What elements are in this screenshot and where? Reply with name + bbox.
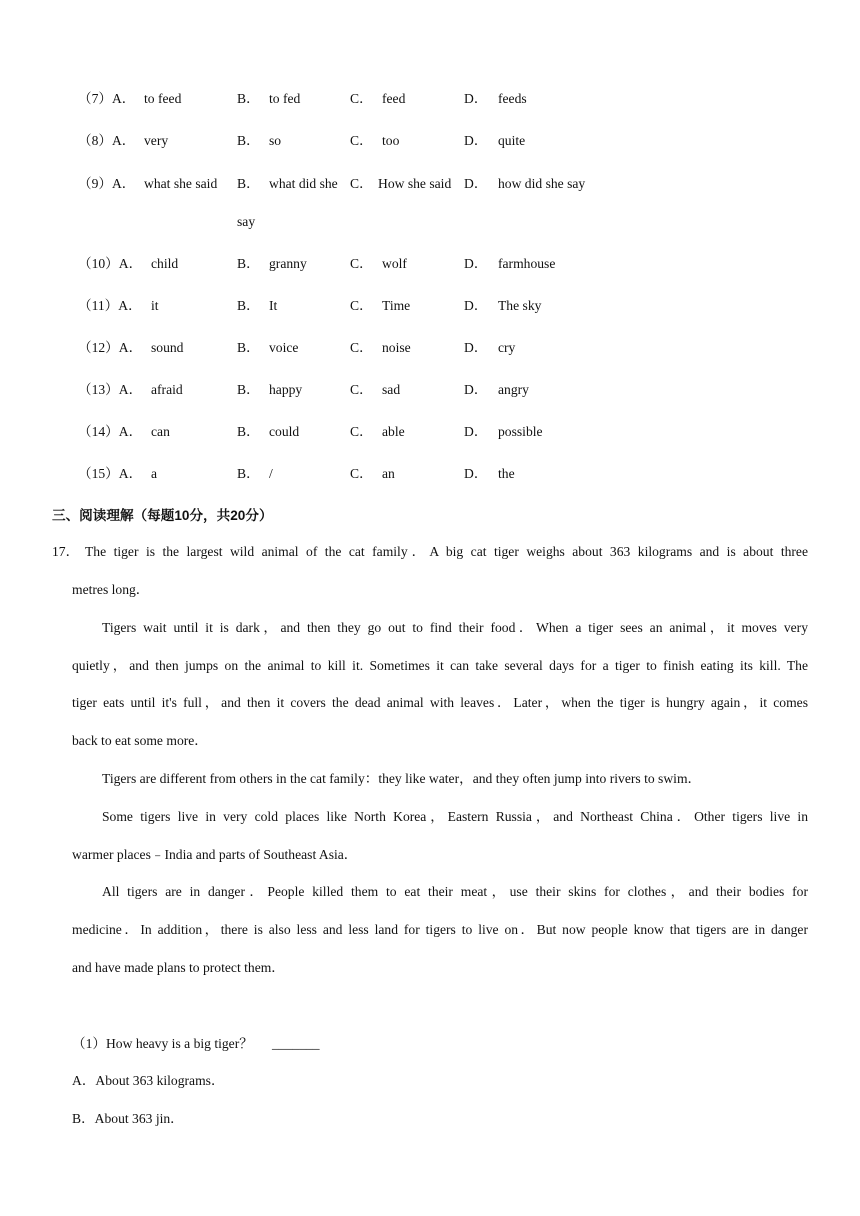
option-b[interactable]: to fed xyxy=(269,91,301,106)
option-row xyxy=(0,379,860,401)
option-c[interactable]: feed xyxy=(382,91,406,106)
option-a[interactable]: can xyxy=(151,424,170,439)
option-b[interactable]: what did she xyxy=(269,176,338,191)
option-c-label: C． xyxy=(350,466,373,481)
passage-line: warmer places﹣India and parts of Southeast Asia． xyxy=(72,847,358,862)
option-a[interactable]: what she said xyxy=(144,176,218,191)
section-header: 三、阅读理解（每题10分，共20分） xyxy=(52,508,273,523)
option-b-label: B． xyxy=(237,133,260,148)
option-row xyxy=(0,421,860,443)
option-c-label: C． xyxy=(350,91,373,106)
passage-line: metres long． xyxy=(72,582,150,597)
option-b[interactable]: happy xyxy=(269,382,303,397)
option-c[interactable]: noise xyxy=(382,340,411,355)
option-b-label: B． xyxy=(237,466,260,481)
option-b-label: B． xyxy=(237,340,260,355)
option-c[interactable]: wolf xyxy=(382,256,407,271)
option-number: （10）A． xyxy=(78,256,143,271)
option-number: （15）A． xyxy=(78,466,143,481)
option-a[interactable]: sound xyxy=(151,340,184,355)
option-row xyxy=(0,253,860,275)
option-d-label: D． xyxy=(464,382,488,397)
option-b[interactable]: / xyxy=(269,466,273,481)
option-d[interactable]: quite xyxy=(498,133,526,148)
passage-line: tiger eats until it's full，and then it covers the dead animal with leaves．Later，when the tiger is hungry again，it comes xyxy=(72,695,808,710)
option-row xyxy=(0,295,860,317)
option-number: （12）A． xyxy=(78,340,143,355)
option-c-label: C． xyxy=(350,133,373,148)
option-b-label: B． xyxy=(237,176,260,191)
option-b-label: B． xyxy=(237,424,260,439)
option-b[interactable]: so xyxy=(269,133,282,148)
option-number: （9）A． xyxy=(78,176,136,191)
option-d[interactable]: feeds xyxy=(498,91,527,106)
option-d[interactable]: cry xyxy=(498,340,516,355)
option-d-label: D． xyxy=(464,340,488,355)
option-b-label: B． xyxy=(237,382,260,397)
option-b-label: B． xyxy=(237,298,260,313)
option-number: （11）A． xyxy=(78,298,142,313)
option-d[interactable]: possible xyxy=(498,424,543,439)
option-d[interactable]: angry xyxy=(498,382,529,397)
option-d[interactable]: The sky xyxy=(498,298,542,313)
option-c[interactable]: an xyxy=(382,466,395,481)
option-c-label: C． xyxy=(350,424,373,439)
option-a[interactable]: child xyxy=(151,256,179,271)
option-row xyxy=(0,130,860,152)
option-b[interactable]: granny xyxy=(269,256,307,271)
option-d[interactable]: the xyxy=(498,466,515,481)
passage-line: Tigers wait until it is dark，and then they go out to find their food．When a tiger sees an animal，it moves very xyxy=(102,620,808,635)
option-c[interactable]: Time xyxy=(382,298,411,313)
option-a[interactable]: a xyxy=(151,466,158,481)
passage-line: back to eat some more． xyxy=(72,733,208,748)
option-c-label: C． xyxy=(350,340,373,355)
option-a[interactable]: to feed xyxy=(144,91,182,106)
option-d[interactable]: how did she say xyxy=(498,176,586,191)
passage-line: Tigers are different from others in the cat family：they like water，and they often jump into rivers to swim． xyxy=(102,771,702,786)
option-c[interactable]: able xyxy=(382,424,405,439)
option-a[interactable]: it xyxy=(151,298,159,313)
passage-line: All tigers are in danger．People killed them to eat their meat，use their skins for clothes，and their bodies for xyxy=(102,884,808,899)
option-number: （7）A． xyxy=(78,91,136,106)
answer-blank[interactable]: _______ xyxy=(272,1036,320,1051)
option-number: （8）A． xyxy=(78,133,136,148)
option-d-label: D． xyxy=(464,424,488,439)
option-b[interactable]: B．About 363 jin． xyxy=(72,1111,184,1126)
option-row xyxy=(0,337,860,359)
option-c[interactable]: sad xyxy=(382,382,401,397)
question-number: 17． xyxy=(52,544,80,559)
option-a[interactable]: A．About 363 kilograms． xyxy=(72,1073,225,1088)
option-c[interactable]: How she said xyxy=(378,176,452,191)
option-a[interactable]: very xyxy=(144,133,169,148)
option-b[interactable]: could xyxy=(269,424,300,439)
passage-line: Some tigers live in very cold places like North Korea，Eastern Russia，and Northeast China．Other tigers live in xyxy=(102,809,808,824)
passage-line: quietly，and then jumps on the animal to kill it. Sometimes it can take several days for a tiger to finish eating its kill. The xyxy=(72,658,808,673)
option-number: （14）A． xyxy=(78,424,143,439)
option-d-label: D． xyxy=(464,133,488,148)
option-c-label: C． xyxy=(350,298,373,313)
option-c-label: C． xyxy=(350,256,373,271)
option-d-label: D． xyxy=(464,466,488,481)
option-d-label: D． xyxy=(464,176,488,191)
option-d-label: D． xyxy=(464,256,488,271)
option-b[interactable]: It xyxy=(269,298,278,313)
option-d-label: D． xyxy=(464,91,488,106)
option-number: （13）A． xyxy=(78,382,143,397)
option-row xyxy=(0,88,860,110)
option-a[interactable]: afraid xyxy=(151,382,183,397)
passage-line: The tiger is the largest wild animal of the cat family．A big cat tiger weighs about 363 kilograms and is about three xyxy=(85,544,808,559)
option-c-label: C． xyxy=(350,176,373,191)
option-c[interactable]: too xyxy=(382,133,400,148)
option-d-label: D． xyxy=(464,298,488,313)
option-row xyxy=(0,173,860,195)
passage-line: and have made plans to protect them． xyxy=(72,960,285,975)
option-b-label: B． xyxy=(237,91,260,106)
option-b-continuation[interactable]: say xyxy=(237,214,256,229)
option-d[interactable]: farmhouse xyxy=(498,256,556,271)
option-row xyxy=(0,463,860,485)
option-c-label: C． xyxy=(350,382,373,397)
option-b-label: B． xyxy=(237,256,260,271)
question-prompt: （1）How heavy is a big tiger？ xyxy=(72,1036,253,1051)
passage-line: medicine．In addition，there is also less and less land for tigers to live on．But now people know that tigers are in danger xyxy=(72,922,808,937)
option-b[interactable]: voice xyxy=(269,340,299,355)
